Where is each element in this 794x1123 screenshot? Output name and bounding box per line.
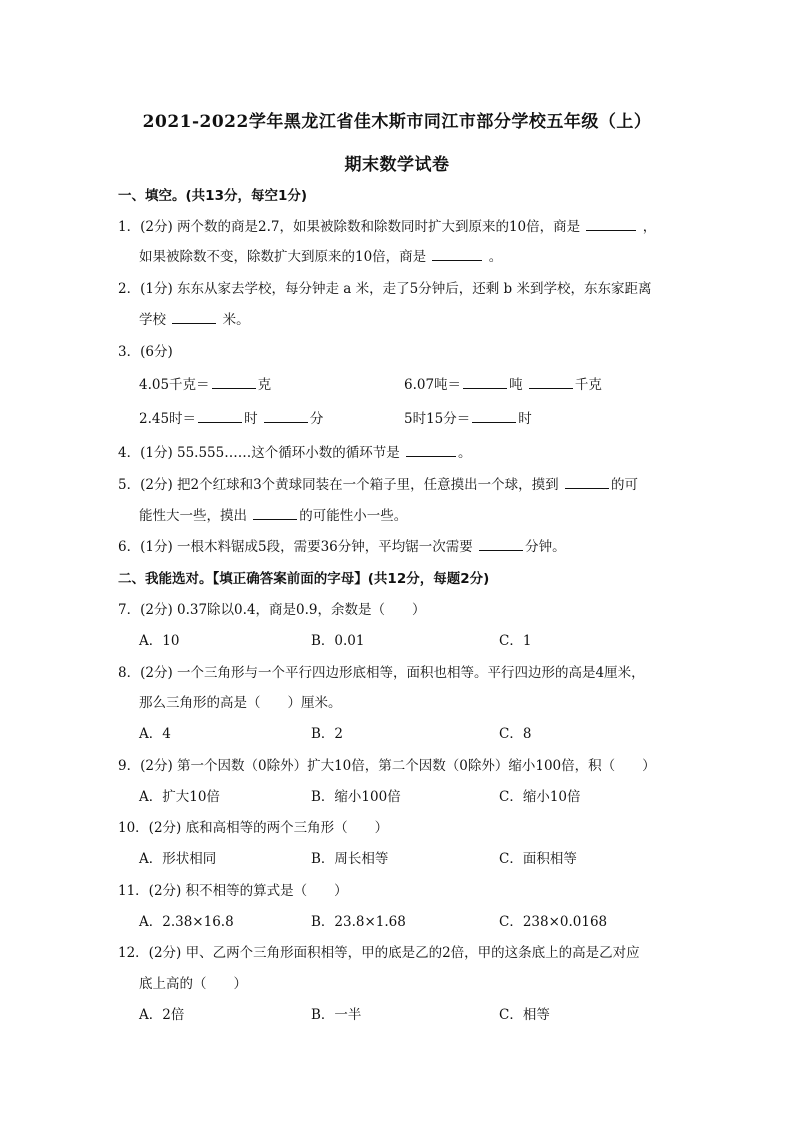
q10-stem: 10．(2分) 底和高相等的两个三角形（ ） (118, 820, 389, 836)
q8-option-a[interactable]: A．4 (139, 726, 171, 742)
q1-text-a: 1．(2分) 两个数的商是2.7，如果被除数和除数同时扩大到原来的10倍，商是 (118, 219, 581, 235)
q3-head: 3．(6分) (118, 344, 173, 360)
q5-text-b-end: 的可能性小一些。 (299, 508, 408, 524)
q1-blank1[interactable] (586, 218, 636, 231)
q4-text: 4．(1分) 55.555……这个循环小数的循环节是 (118, 445, 400, 461)
q5-blank1[interactable] (565, 476, 609, 489)
q12-stem2: 底上高的（ ） (139, 976, 247, 992)
q5-line2 (139, 507, 407, 525)
q7-stem: 7．(2分) 0.37除以0.4，商是0.9，余数是（ ） (118, 602, 426, 618)
q1-text-b: 如果被除数不变，除数扩大到原来的10倍，商是 (139, 249, 427, 265)
q6-line (118, 538, 566, 556)
q4-text-end: 。 (458, 445, 472, 461)
q2-blank[interactable] (172, 311, 216, 324)
q4-blank[interactable] (406, 444, 456, 457)
q1-blank2[interactable] (432, 248, 482, 261)
q3-r2c1-text-c: 分 (309, 411, 324, 427)
q12-option-b[interactable]: B．一半 (311, 1007, 362, 1023)
q2-line1: 2．(1分) 东东从家去学校，每分钟走 a 米，走了5分钟后，还剩 b 米到学校，东东家距离 (118, 281, 652, 297)
q5-line1 (118, 476, 638, 494)
section1-heading: 一、填空。(共13分，每空1分) (118, 188, 308, 204)
q1-line2 (139, 248, 502, 266)
q12-option-c[interactable]: C．相等 (499, 1007, 550, 1023)
q12-stem: 12．(2分) 甲、乙两个三角形面积相等，甲的底是乙的2倍，甲的这条底上的高是乙对应 (118, 945, 640, 961)
section2-heading: 二、我能选对。【填正确答案前面的字母】(共12分，每题2分) (118, 571, 490, 587)
q3-row2-col2 (404, 410, 532, 428)
q10-option-b[interactable]: B．周长相等 (311, 851, 389, 867)
q11-option-c[interactable]: C．238×0.0168 (499, 914, 608, 930)
exam-title-line1: 2021-2022学年黑龙江省佳木斯市同江市部分学校五年级（上） (142, 112, 652, 132)
q8-option-b[interactable]: B．2 (311, 726, 344, 742)
q3-r1c2-blank1[interactable] (463, 376, 507, 389)
q5-text-a: 5．(2分) 把2个红球和3个黄球同装在一个箱子里，任意摸出一个球，摸到 (118, 477, 559, 493)
q3-r1c1-blank[interactable] (212, 376, 256, 389)
q3-r1c2-blank2[interactable] (529, 376, 573, 389)
q2-line2 (139, 311, 250, 329)
q6-text: 6．(1分) 一根木料锯成5段，需要36分钟，平均锯一次需要 (118, 539, 473, 555)
q11-option-a[interactable]: A．2.38×16.8 (139, 914, 234, 930)
q3-r2c1-text-b: 时 (244, 411, 258, 427)
q3-r1c1-text-a: 4.05千克＝ (139, 377, 210, 393)
q2-text-b: 学校 (139, 312, 166, 328)
q5-text-a-end: 的可 (610, 477, 638, 493)
q11-stem: 11．(2分) 积不相等的算式是（ ） (118, 883, 348, 899)
q9-stem: 9．(2分) 第一个因数（0除外）扩大10倍，第二个因数（0除外）缩小100倍，积（ ） (118, 758, 656, 774)
q9-option-a[interactable]: A．扩大10倍 (139, 789, 220, 805)
q3-r1c1-text-b: 克 (257, 377, 272, 393)
q10-option-c[interactable]: C．面积相等 (499, 851, 577, 867)
q11-option-b[interactable]: B．23.8×1.68 (311, 914, 406, 930)
q1-text-a-end: ， (642, 219, 657, 235)
q3-r1c2-text-c: 千克 (574, 377, 602, 393)
q7-option-a[interactable]: A．10 (139, 633, 180, 649)
q5-blank2[interactable] (253, 507, 297, 520)
q8-stem: 8．(2分) 一个三角形与一个平行四边形底相等，面积也相等。平行四边形的高是4厘米， (118, 665, 645, 681)
q3-row2-col1 (139, 410, 323, 428)
q9-option-c[interactable]: C．缩小10倍 (499, 789, 581, 805)
q1-line1 (118, 218, 656, 236)
q3-r2c1-text-a: 2.45时＝ (139, 411, 197, 427)
q8-stem2: 那么三角形的高是（ ）厘米。 (139, 695, 342, 711)
q5-text-b: 能性大一些，摸出 (139, 508, 247, 524)
q1-text-b-end: 。 (488, 249, 503, 265)
q6-blank[interactable] (479, 538, 523, 551)
q10-option-a[interactable]: A．形状相同 (139, 851, 217, 867)
q12-option-a[interactable]: A．2倍 (139, 1007, 185, 1023)
q3-r1c2-text-b: 吨 (509, 377, 523, 393)
q9-option-b[interactable]: B．缩小100倍 (311, 789, 401, 805)
q6-text-end: 分钟。 (525, 539, 566, 555)
q2-text-b-end: 米。 (222, 312, 250, 328)
q3-r2c1-blank2[interactable] (264, 410, 308, 423)
q4-line (118, 444, 472, 462)
q7-option-c[interactable]: C．1 (499, 633, 532, 649)
q3-r2c2-text-a: 5时15分＝ (404, 411, 471, 427)
q3-row1-col2 (404, 376, 602, 394)
q8-option-c[interactable]: C．8 (499, 726, 532, 742)
q3-r1c2-text-a: 6.07吨＝ (404, 377, 462, 393)
q3-r2c2-text-b: 时 (518, 411, 532, 427)
q7-option-b[interactable]: B．0.01 (311, 633, 365, 649)
exam-title-line2: 期末数学试卷 (344, 155, 450, 175)
q3-r2c1-blank1[interactable] (198, 410, 242, 423)
q3-row1-col1 (139, 376, 271, 394)
q3-r2c2-blank[interactable] (472, 410, 516, 423)
